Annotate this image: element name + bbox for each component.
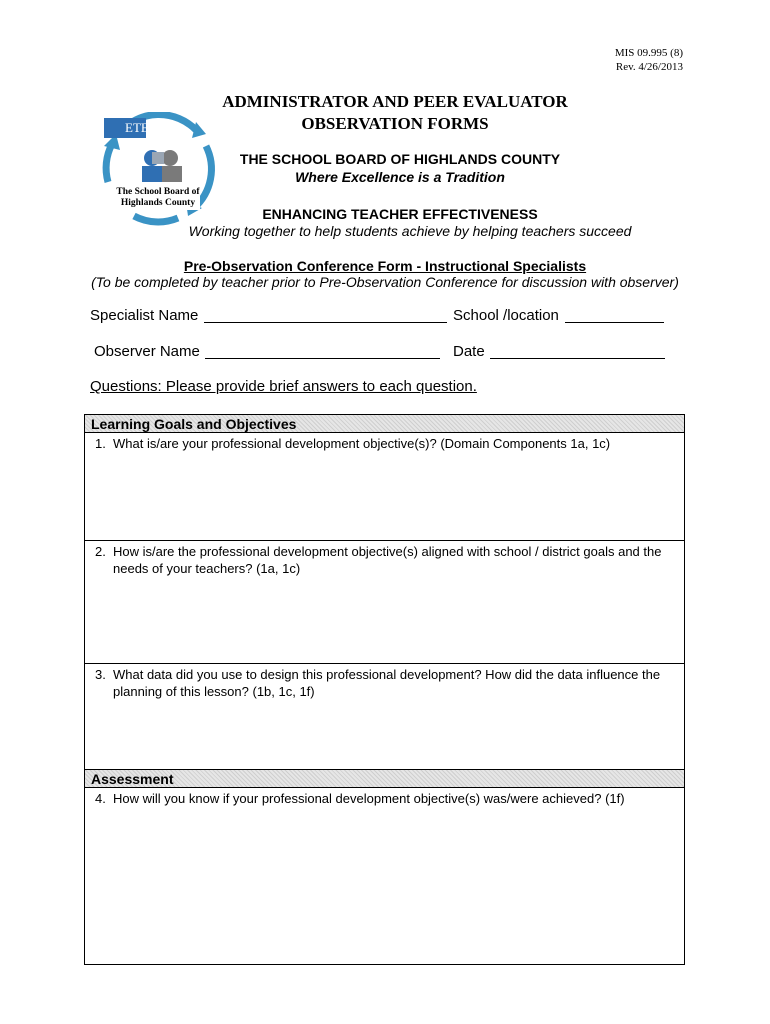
section-header-assessment: Assessment [85, 770, 684, 788]
board-name: THE SCHOOL BOARD OF HIGHLANDS COUNTY [239, 151, 561, 167]
form-subtitle: (To be completed by teacher prior to Pre-Observation Conference for discussion with observer) [91, 274, 679, 290]
specialist-name-field[interactable] [204, 322, 447, 323]
logo-text: ETEI [125, 120, 154, 135]
question-text: How is/are the professional development objective(s) aligned with school / district goals and the needs of your teachers? (1a, 1c) [113, 544, 662, 576]
question-cell-3[interactable]: 3. What data did you use to design this professional development? How did the data influence the planning of this lesson? (1b, 1c, 1f) [85, 664, 684, 770]
question-cell-2[interactable]: 2. How is/are the professional development objective(s) aligned with school / district goals and the needs of your teachers? (1a, 1c) [85, 541, 684, 664]
question-text: What data did you use to design this professional development? How did the data influence the planning of this lesson? (1b, 1c, 1f) [113, 667, 661, 699]
observer-name-field[interactable] [205, 358, 440, 359]
school-location-field[interactable] [565, 322, 664, 323]
section-header-learning-goals: Learning Goals and Objectives [85, 415, 684, 433]
question-cell-4[interactable]: 4. How will you know if your professional development objective(s) was/were achieved? (1f) [95, 791, 625, 806]
program-name: ENHANCING TEACHER EFFECTIVENESS [262, 206, 538, 222]
form-id: MIS 09.995 (8) [614, 47, 683, 59]
question-text: How will you know if your professional development objective(s) was/were achieved? (1f) [113, 791, 625, 806]
specialist-name-label: Specialist Name [90, 307, 199, 324]
page-title: ADMINISTRATOR AND PEER EVALUATOR OBSERVATION FORMS [222, 92, 568, 133]
date-label: Date [453, 343, 485, 360]
board-tagline: Where Excellence is a Tradition [295, 169, 505, 185]
question-text: What is/are your professional development objective(s)? (Domain Components 1a, 1c) [113, 436, 611, 451]
question-cell-1[interactable]: 1. What is/are your professional development objective(s)? (Domain Components 1a, 1c) [85, 433, 684, 541]
questions-table [84, 414, 685, 965]
logo-org-line2: Highlands County [120, 198, 196, 208]
questions-heading: Questions: Please provide brief answers to each question. [90, 378, 477, 395]
board-block [215, 150, 585, 186]
form-title: Pre-Observation Conference Form - Instructional Specialists [183, 258, 587, 274]
logo-org-line1: The School Board of [116, 187, 200, 197]
observer-name-label: Observer Name [94, 343, 200, 360]
form-id-block [615, 46, 683, 74]
date-field[interactable] [490, 358, 665, 359]
program-tagline: Working together to help students achieve by helping teachers succeed [188, 223, 632, 239]
revision-date: Rev. 4/26/2013 [615, 61, 683, 73]
school-location-label: School /location [453, 307, 559, 324]
